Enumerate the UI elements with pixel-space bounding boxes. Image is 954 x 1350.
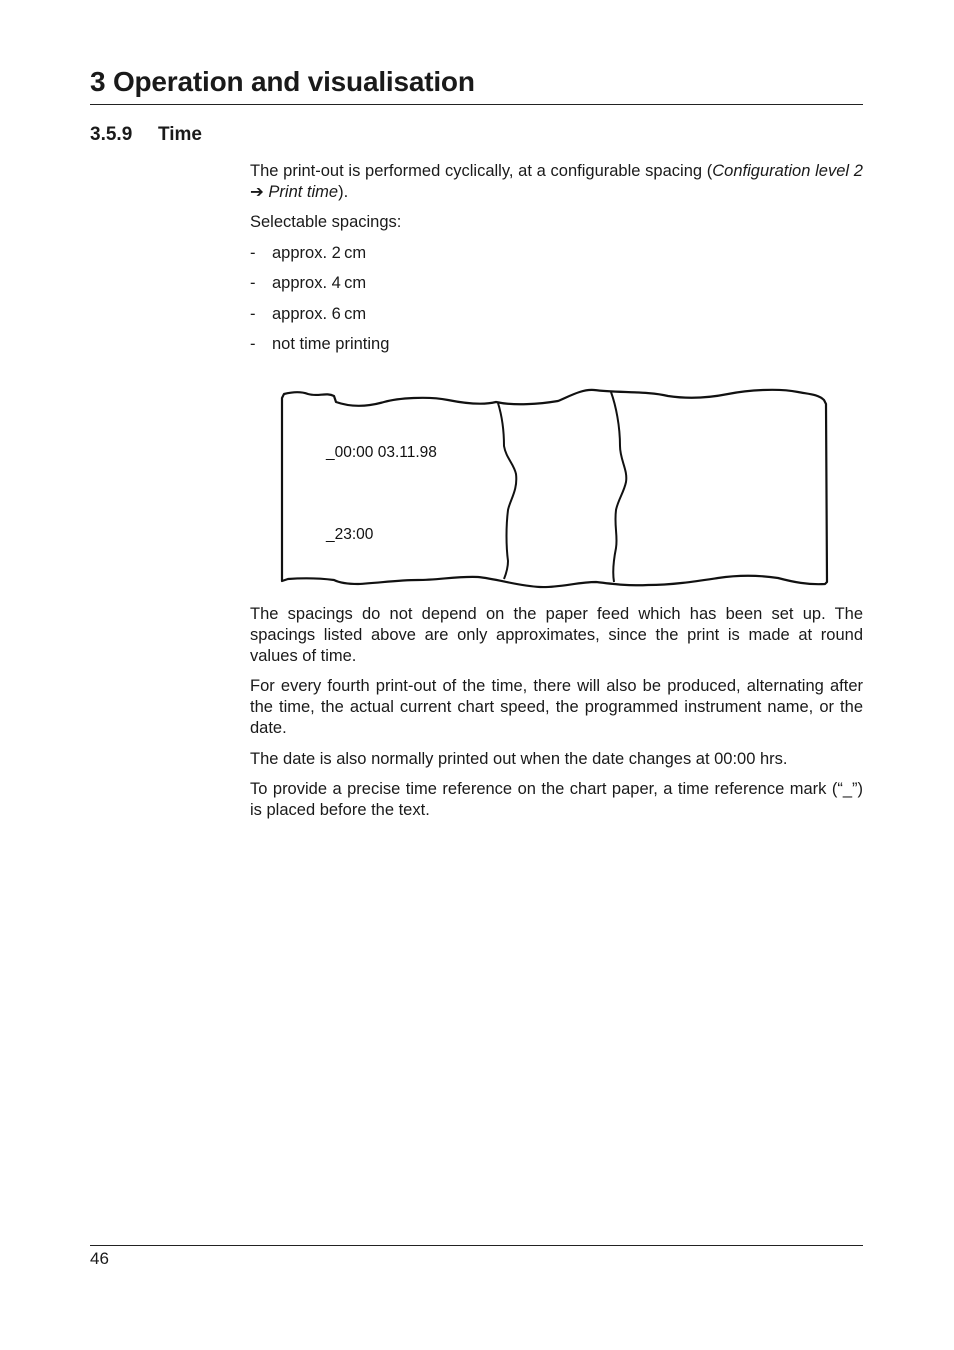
list-dash: - [250,274,256,292]
arrow-icon: ➔ [250,183,264,201]
list-dash: - [250,305,256,323]
section-number: 3.5.9 [90,124,133,145]
tear-line-left [498,403,516,579]
paragraph: For every fourth print-out of the time, there will also be produced, alternating after the time, the actual current chart speed, the programmed instrument name, or the date. [250,677,863,737]
paragraph: The date is also normally printed out when the date changes at 00:00 hrs. [250,750,788,768]
footer-divider [90,1245,863,1246]
list-item-label: approx. 4 cm [272,274,367,292]
list-item [250,304,366,325]
list-item-label: approx. 6 cm [272,305,367,323]
print-line-2: _23:00 [326,526,374,543]
intro-text-before: The print-out is performed cyclically, at a configurable spacing ( [250,162,713,180]
paragraph: To provide a precise time reference on the chart paper, a time reference mark (“_”) is placed before the text. [250,780,863,819]
page-number: 46 [90,1249,109,1268]
list-dash: - [250,244,256,262]
config-target: Print time [268,183,339,201]
paper-outline [282,390,827,587]
list-dash: - [250,335,256,353]
paragraph: The spacings do not depend on the paper feed which has been set up. The spacings listed above are only approximates, since the print is made at round values of time. [250,605,863,665]
config-path: Configuration level 2 [712,162,863,180]
list-item-label: approx. 2 cm [272,244,367,262]
intro-text-after: ). [338,183,349,201]
tear-line-right [611,392,626,582]
chart-paper-figure [278,386,834,596]
list-item [250,273,366,294]
section-title: Time [158,124,203,145]
list-item-label: not time printing [272,335,390,353]
list-item [250,334,389,355]
section-heading [90,124,202,146]
chapter-title: 3 Operation and visualisation [90,66,475,97]
list-item [250,243,366,264]
intro-paragraph [250,161,863,203]
selectable-spacings-label: Selectable spacings: [250,213,402,231]
header-divider [90,104,863,105]
print-line-1: _00:00 03.11.98 [326,444,437,461]
